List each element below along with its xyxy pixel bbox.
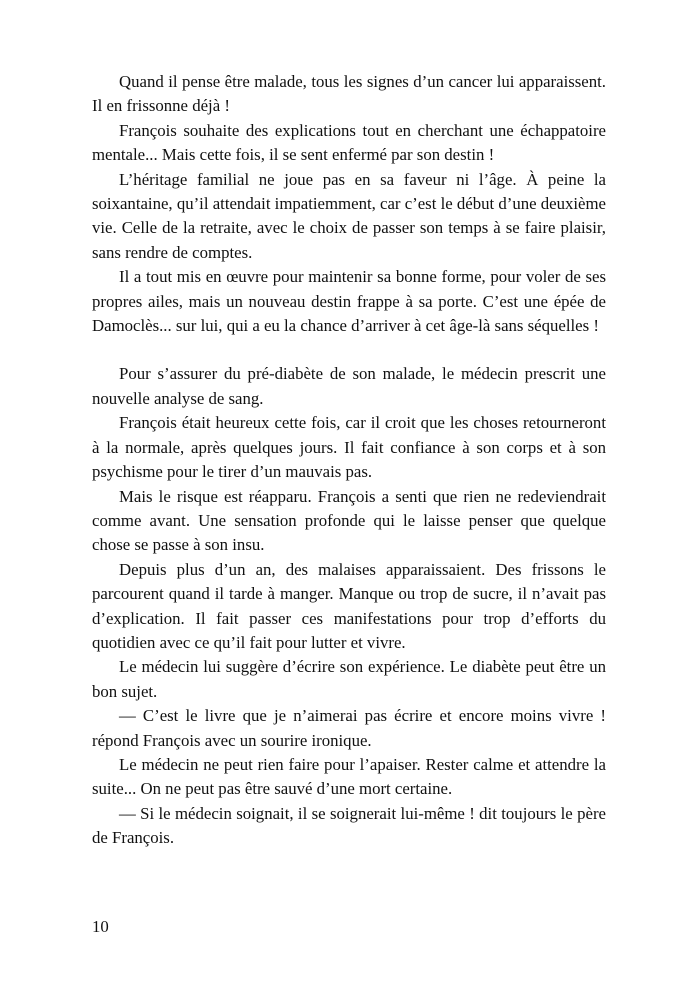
paragraph: L’héritage familial ne joue pas en sa faveur ni l’âge. À peine la soixantaine, qu’il attendait impatiemment, car c’est le début d’une deuxième vie. Celle de la retraite, avec le choix de passer son temps à se faire plaisir, sans rendre de comptes. xyxy=(92,169,606,262)
paragraph: Quand il pense être malade, tous les signes d’un cancer lui apparaissent. Il en frissonne déjà ! xyxy=(92,72,606,116)
page-body xyxy=(92,70,606,851)
page-number: 10 xyxy=(92,917,109,936)
section-2 xyxy=(92,362,606,850)
paragraph: Pour s’assurer du pré-diabète de son malade, le médecin prescrit une nouvelle analyse de sang. xyxy=(92,364,606,408)
paragraph: François était heureux cette fois, car il croit que les choses retourneront à la normale, après quelques jours. Il fait confiance à son corps et à son psychisme pour le tirer d’un mauvais pas. xyxy=(92,413,606,482)
paragraph: Le médecin ne peut rien faire pour l’apaiser. Rester calme et attendre la suite... On ne peut pas être sauvé d’une mort certaine. xyxy=(92,754,606,799)
paragraph: Depuis plus d’un an, des malaises apparaissaient. Des frissons le parcourent quand il tarde à manger. Manque ou trop de sucre, il n’avait pas d’explication. Il fait passer ces manifestations pour trop d’efforts du quotidien avec ce qu’il fait pour lutter et vivre. xyxy=(92,559,606,652)
paragraph: — Si le médecin soignait, il se soignerait lui-même ! dit toujours le père de François. xyxy=(92,803,606,848)
paragraph: Le médecin lui suggère d’écrire son expérience. Le diabète peut être un bon sujet. xyxy=(92,657,606,701)
paragraph: — C’est le livre que je n’aimerai pas écrire et encore moins vivre ! répond François avec un sourire ironique. xyxy=(92,706,606,750)
paragraph: Mais le risque est réapparu. François a senti que rien ne redeviendrait comme avant. Une sensation profonde qui le laisse penser que quelque chose se passe à son insu. xyxy=(92,486,606,555)
section-break xyxy=(92,338,606,362)
paragraph: François souhaite des explications tout en cherchant une échappatoire mentale... Mais cette fois, il se sent enfermé par son destin ! xyxy=(92,120,606,165)
paragraph: Il a tout mis en œuvre pour maintenir sa bonne forme, pour voler de ses propres ailes, mais un nouveau destin frappe à sa porte. C’est une épée de Damoclès... sur lui, qui a eu la chance d’arriver à cet âge-là sans séquelles ! xyxy=(92,267,606,336)
section-1 xyxy=(92,70,606,338)
